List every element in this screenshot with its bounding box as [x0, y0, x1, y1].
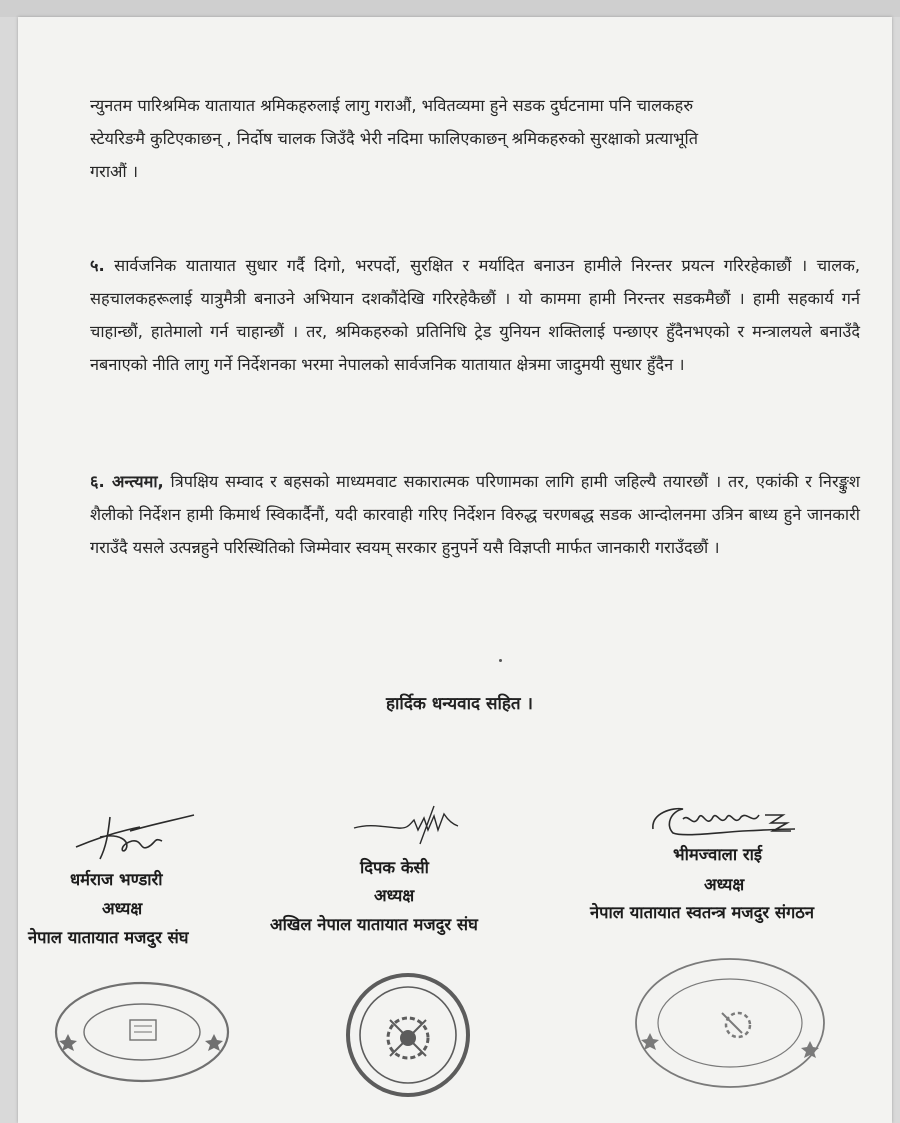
signature-2 [348, 802, 468, 847]
paragraph-continuation [90, 89, 850, 188]
paragraph-6 [90, 465, 860, 564]
signature-3 [643, 795, 803, 845]
paragraph-text: त्रिपक्षिय सम्वाद र बहसको माध्यमवाट सकारात्मक परिणामका लागि हामी जहिल्यै तयारछौं । तर, एकांकी र निरङ्कुश शैलीको निर्देशन हामी किमार्थ स्विकार्दैनौं, यदी कारवाही गरिए निर्देशन विरुद्ध चरणबद्ध सडक आन्दोलनमा उत्रिन बाध्य हुने जानकारी गराउँदै यसले उत्पन्नहुने परिस्थितिको जिम्मेवार स्वयम् सरकार हुनुपर्ने यसै विज्ञप्ती मार्फत जानकारी गराउँदछौं । [90, 472, 860, 557]
closing-line: हार्दिक धन्यवाद सहित । [386, 694, 533, 714]
signatory-name: दिपक केसी [360, 858, 429, 877]
paragraph-number: ६. अन्त्यमा, [90, 472, 164, 491]
paragraph-line: गराऔं । [90, 162, 139, 181]
paragraph-number: ५. [90, 256, 105, 275]
paragraph-5 [90, 249, 860, 381]
top-border [0, 0, 900, 17]
paragraph-line: स्टेयरिङमै कुटिएकाछन् , निर्दोष चालक जिउँदै भेरी नदिमा फालिएकाछन् श्रमिकहरुको सुरक्षाको प्रत्याभूति [90, 129, 698, 148]
letter-page [18, 17, 892, 1123]
signatory-org: अखिल नेपाल यातायात मजदुर संघ [270, 915, 478, 934]
organization-stamp-2 [318, 970, 498, 1100]
paragraph-text: सार्वजनिक यातायात सुधार गर्दै दिगो, भरपर्दो, सुरक्षित र मर्यादित बनाउन हामीले निरन्तर प्रयत्न गरिरहेकाछौं । चालक, सहचालकहरूलाई यात्रुमैत्री बनाउने अभियान दशकौंदेखि गरिरहेकैछौं । यो काममा हामी निरन्तर सडकमैछौं । हामी सहकार्य गर्न चाहान्छौं, हातेमालो गर्न चाहान्छौं । तर, श्रमिकहरुको प्रतिनिधि ट्रेड युनियन शक्तिलाई पन्छाएर हुँदैनभएको र मन्त्रालयले बनाउँदै नबनाएको नीति लागु गर्ने निर्देशनका भरमा नेपालको सार्वजनिक यातायात क्षेत्रमा जादुमयी सुधार हुँदैन । [90, 256, 860, 374]
signatory-title: अध्यक्ष [102, 899, 143, 918]
signatory-org: नेपाल यातायात स्वतन्त्र मजदुर संगठन [590, 903, 815, 922]
paragraph-line: न्युनतम पारिश्रमिक यातायात श्रमिकहरुलाई लागु गराऔं, भवितव्यमा हुने सडक दुर्घटनामा पनि चालकहरु [90, 96, 694, 115]
ink-dot [499, 659, 502, 662]
signatory-name: भीमज्वाला राई [673, 845, 762, 864]
signatory-title: अध्यक्ष [704, 875, 745, 894]
organization-stamp-1 [52, 980, 232, 1085]
organization-stamp-3 [630, 953, 830, 1093]
signatory-name: धर्मराज भण्डारी [70, 870, 163, 889]
signature-1 [70, 807, 200, 867]
signatory-title: अध्यक्ष [374, 886, 415, 905]
signatory-org: नेपाल यातायात मजदुर संघ [28, 928, 189, 947]
